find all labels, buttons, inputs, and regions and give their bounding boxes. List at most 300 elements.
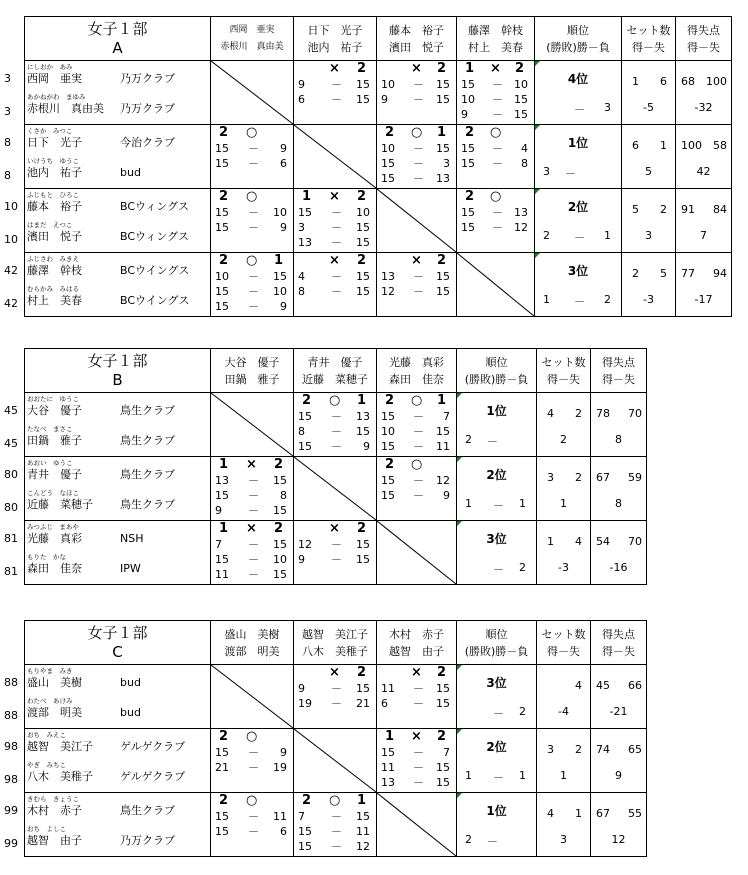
match-result (377, 254, 456, 268)
pair-row (25, 729, 647, 793)
summary-header-sublabel: 得－失 (547, 644, 580, 658)
summary-header (537, 621, 591, 665)
match-sets-won: 1 (219, 521, 229, 536)
player-furigana: もりた かな (27, 553, 66, 561)
game-score-line (294, 840, 376, 854)
game-score-dash: － (248, 504, 259, 517)
player-name: 渡部 明美 (27, 706, 82, 719)
match-cell (377, 521, 457, 585)
cell-corner-marker (457, 393, 462, 398)
losses-count: 2 (604, 293, 611, 306)
opponent-header (211, 349, 294, 393)
losses-count: 1 (604, 229, 611, 242)
opponent-header (377, 349, 457, 393)
sets-won: 1 (632, 75, 639, 88)
game-score-line (377, 440, 456, 454)
sets-cell (537, 393, 591, 457)
game-score-dash: － (331, 221, 342, 234)
game-score-line (377, 142, 456, 156)
game-score-own: 8 (298, 425, 305, 438)
match-result-mark: × (329, 253, 340, 268)
game-score-dash: － (331, 206, 342, 219)
game-score-line (294, 206, 376, 220)
rank-value: 2位 (486, 468, 507, 482)
pair-cell (25, 457, 211, 521)
game-score-own: 15 (298, 840, 312, 853)
game-score-line (211, 810, 293, 824)
game-score-own: 15 (381, 489, 395, 502)
game-score-line (377, 776, 456, 790)
opponent-player-1: 藤本 裕子 (389, 23, 444, 37)
game-score-own: 15 (215, 206, 229, 219)
match-result (294, 666, 376, 680)
points-for: 100 (681, 139, 702, 152)
game-score-opp: 6 (280, 825, 287, 838)
player-club: IPW (120, 562, 141, 575)
seed-number: 42 (4, 297, 18, 310)
game-score-line (211, 300, 293, 314)
match-sets-lost: 1 (357, 793, 367, 808)
game-score-line (294, 270, 376, 284)
game-score-own: 15 (461, 221, 475, 234)
opponent-player-2: 田鍋 雅子 (224, 372, 280, 386)
match-result (211, 458, 293, 472)
game-score-opp: 15 (356, 425, 370, 438)
game-score-dash: － (331, 697, 342, 710)
match-cell (211, 253, 294, 317)
game-score-opp: 4 (521, 142, 528, 155)
seed-number: 45 (4, 437, 18, 450)
player-name: 光藤 真彩 (27, 532, 82, 545)
opponent-player-1: 日下 光子 (307, 23, 363, 37)
player-furigana: こんどう なほこ (27, 489, 79, 497)
game-score-line (211, 761, 293, 775)
player-furigana: くさか みつこ (27, 127, 73, 135)
game-score-opp: 3 (443, 157, 450, 170)
game-score-dash: － (248, 553, 259, 566)
game-score-own: 15 (381, 474, 395, 487)
match-cell (211, 393, 294, 457)
seed-number: 80 (4, 501, 18, 514)
player-name: 池内 祐子 (27, 166, 82, 179)
opponent-player-1: 盛山 美樹 (224, 627, 280, 641)
game-score-own: 15 (461, 142, 475, 155)
match-result-mark: × (490, 61, 501, 76)
rank-cell (457, 729, 537, 793)
summary-header-label: 得失点 (602, 355, 635, 369)
game-score-dash: － (492, 142, 503, 155)
player-name: 濱田 悦子 (27, 230, 82, 243)
game-score-opp: 12 (356, 840, 370, 853)
opponent-header (377, 621, 457, 665)
opponent-header (294, 621, 377, 665)
sets-lost: 4 (575, 535, 582, 548)
points-against: 59 (628, 471, 642, 484)
points-cell (676, 125, 732, 189)
match-result (211, 522, 293, 536)
game-score-own: 9 (298, 78, 305, 91)
game-score-line (211, 157, 293, 171)
match-sets-lost: 2 (437, 253, 447, 268)
game-score-own: 15 (461, 78, 475, 91)
summary-header (457, 349, 537, 393)
sets-lost: 1 (575, 807, 582, 820)
self-match-diagonal (377, 189, 456, 252)
cell-corner-marker (457, 665, 462, 670)
rank-value: 1位 (567, 136, 589, 150)
match-result-mark: × (411, 61, 422, 76)
player-furigana: おち みえこ (27, 731, 66, 739)
match-result-mark: × (329, 61, 340, 76)
points-for: 67 (596, 471, 610, 484)
match-cell (294, 125, 377, 189)
summary-header (676, 17, 732, 61)
group-title: 女子１部 (87, 623, 148, 642)
match-cell (457, 253, 535, 317)
points-for: 45 (596, 679, 610, 692)
game-score-dash: － (413, 746, 424, 759)
game-score-dash: － (492, 93, 503, 106)
match-sets-lost: 2 (437, 61, 447, 76)
summary-header-sublabel: 得－失 (632, 40, 665, 54)
summary-header-sublabel: (勝敗)勝－負 (464, 644, 529, 658)
match-result (457, 190, 534, 204)
game-score-own: 15 (215, 157, 229, 170)
points-cell (591, 521, 647, 585)
game-score-opp: 15 (356, 93, 370, 106)
cell-corner-marker (535, 125, 540, 130)
points-cell (676, 189, 732, 253)
match-result (211, 126, 293, 140)
game-score-own: 10 (381, 425, 395, 438)
game-score-line (457, 206, 534, 220)
match-cell (377, 189, 457, 253)
game-score-dash: － (248, 489, 259, 502)
points-against: 100 (706, 75, 727, 88)
set-difference: -5 (643, 101, 654, 114)
diagonal-line (211, 665, 293, 728)
game-score-opp: 15 (436, 776, 450, 789)
match-cell (211, 125, 294, 189)
game-score-dash: － (413, 270, 424, 283)
opponent-player-1: 光藤 真彩 (389, 355, 444, 369)
game-score-own: 15 (381, 746, 395, 759)
match-cell (294, 61, 377, 125)
player-furigana: たなべ まさこ (27, 425, 73, 433)
match-sets-lost: 2 (357, 189, 367, 204)
losses-count: 3 (604, 101, 611, 114)
game-score-dash: － (248, 761, 259, 774)
game-score-own: 9 (298, 682, 305, 695)
points-cell (591, 729, 647, 793)
diagonal-line (294, 457, 376, 520)
seed-number: 98 (4, 740, 18, 753)
diagonal-line (211, 393, 293, 456)
match-sets-lost: 2 (274, 521, 284, 536)
points-for: 54 (596, 535, 610, 548)
player-club: 今治クラブ (120, 136, 175, 149)
opponent-player-1: 藤澤 幹枝 (468, 23, 523, 37)
player-name: 藤澤 幹枝 (27, 264, 82, 277)
self-match-diagonal (294, 125, 376, 188)
game-score-line (211, 776, 293, 790)
losses-count: 1 (519, 769, 526, 782)
rank-cell (457, 793, 537, 857)
set-difference: 3 (560, 833, 567, 846)
summary-header-label: 順位 (485, 355, 508, 369)
match-result (377, 730, 456, 744)
wins-count: 1 (465, 769, 472, 782)
wl-separator: － (487, 835, 498, 848)
game-score-opp: 15 (436, 425, 450, 438)
sets-cell (537, 729, 591, 793)
pair-row (25, 665, 647, 729)
point-difference: 9 (615, 769, 622, 782)
game-score-own: 6 (298, 93, 305, 106)
game-score-dash: － (331, 538, 342, 551)
opponent-header (211, 621, 294, 665)
game-score-own: 15 (215, 746, 229, 759)
sets-cell (537, 793, 591, 857)
rank-value: 4位 (567, 72, 589, 86)
game-score-line (377, 697, 456, 711)
game-score-line (211, 825, 293, 839)
game-score-line (211, 221, 293, 235)
game-score-dash: － (331, 410, 342, 423)
match-result-mark: ○ (490, 189, 502, 204)
match-cell (377, 665, 457, 729)
game-score-dash: － (413, 761, 424, 774)
game-score-dash: － (492, 78, 503, 91)
match-cell (211, 729, 294, 793)
match-result-mark: × (329, 189, 340, 204)
opponent-player-1: 大谷 優子 (224, 355, 280, 369)
points-cell (591, 393, 647, 457)
game-score-line (294, 697, 376, 711)
game-score-line (457, 221, 534, 235)
seed-number: 10 (4, 233, 18, 246)
match-sets-won: 2 (465, 125, 475, 140)
summary-header-label: セット数 (541, 355, 586, 369)
player-furigana: やぎ みちこ (27, 761, 66, 769)
game-score-own: 15 (215, 300, 229, 313)
game-score-opp: 15 (273, 474, 287, 487)
points-against: 66 (628, 679, 642, 692)
game-score-opp: 15 (356, 270, 370, 283)
summary-header (537, 349, 591, 393)
game-score-line (377, 270, 456, 284)
rank-cell (457, 521, 537, 585)
game-score-opp: 9 (443, 489, 450, 502)
game-score-line (377, 285, 456, 299)
game-score-line (211, 504, 293, 518)
game-score-opp: 15 (273, 270, 287, 283)
game-score-own: 15 (215, 142, 229, 155)
group-title: 女子１部 (87, 351, 148, 370)
game-score-opp: 12 (436, 474, 450, 487)
opponent-player-2: 赤根川 真由美 (220, 41, 284, 52)
game-score-line (377, 474, 456, 488)
player-name: 森田 佳奈 (27, 562, 82, 575)
player-club: 鳥生クラブ (120, 468, 175, 481)
match-result (211, 190, 293, 204)
match-result-mark: ○ (490, 125, 502, 140)
player-club: BCウィングス (120, 200, 190, 213)
game-score-opp: 11 (436, 440, 450, 453)
game-score-own: 15 (298, 410, 312, 423)
pair-row (25, 253, 732, 317)
summary-header-label: 得失点 (602, 627, 635, 641)
seed-number: 81 (4, 565, 18, 578)
group-letter: B (112, 370, 123, 389)
game-score-own: 15 (381, 172, 395, 185)
points-against: 70 (628, 407, 642, 420)
match-result (377, 666, 456, 680)
game-score-line (211, 270, 293, 284)
game-score-opp: 11 (356, 825, 370, 838)
player-club: 乃万クラブ (120, 72, 175, 85)
sets-lost: 6 (660, 75, 667, 88)
wl-separator: － (493, 499, 504, 512)
game-score-dash: － (248, 221, 259, 234)
cell-corner-marker (535, 189, 540, 194)
game-score-line (457, 108, 534, 122)
game-score-line (211, 285, 293, 299)
match-cell (457, 61, 535, 125)
diagonal-line (377, 521, 456, 584)
game-score-opp: 15 (436, 761, 450, 774)
game-score-opp: 15 (436, 697, 450, 710)
set-difference: 3 (645, 229, 652, 242)
game-score-dash: － (248, 825, 259, 838)
game-score-dash: － (331, 440, 342, 453)
game-score-dash: － (413, 697, 424, 710)
opponent-player-2: 近藤 菜穂子 (302, 372, 368, 386)
game-score-dash: － (331, 825, 342, 838)
points-for: 78 (596, 407, 610, 420)
match-sets-won: 2 (385, 393, 395, 408)
rank-cell (535, 125, 622, 189)
match-result (294, 190, 376, 204)
game-score-own: 15 (298, 206, 312, 219)
match-cell (211, 521, 294, 585)
match-result-mark: ○ (411, 125, 423, 140)
set-difference: -4 (558, 705, 569, 718)
game-score-opp: 13 (514, 206, 528, 219)
game-score-line (294, 285, 376, 299)
rank-value: 1位 (486, 804, 507, 818)
game-score-own: 15 (298, 825, 312, 838)
game-score-line (377, 300, 456, 314)
game-score-own: 11 (381, 682, 395, 695)
game-score-own: 7 (215, 538, 222, 551)
game-score-line (377, 761, 456, 775)
game-score-dash: － (413, 285, 424, 298)
set-difference: -3 (558, 561, 569, 574)
game-score-opp: 10 (514, 78, 528, 91)
game-score-line (211, 489, 293, 503)
point-difference: -16 (609, 561, 628, 574)
pair-row (25, 189, 732, 253)
player-club: BCウィングス (120, 230, 190, 243)
rank-value: 3位 (567, 264, 589, 278)
wl-separator: － (493, 707, 504, 720)
sets-won: 5 (632, 203, 639, 216)
game-score-line (294, 712, 376, 726)
player-name: 村上 美春 (27, 294, 82, 307)
pair-cell (25, 189, 211, 253)
sets-won: 4 (547, 407, 554, 420)
game-score-own: 3 (298, 221, 305, 234)
opponent-header (457, 17, 535, 61)
game-score-opp: 9 (280, 142, 287, 155)
seed-number: 42 (4, 264, 18, 277)
game-score-dash: － (413, 776, 424, 789)
match-cell (211, 793, 294, 857)
points-cell (591, 665, 647, 729)
seed-number: 98 (4, 773, 18, 786)
game-score-own: 15 (298, 440, 312, 453)
summary-header (535, 17, 622, 61)
game-score-dash: － (248, 568, 259, 581)
player-name: 越智 美江子 (27, 740, 93, 753)
game-score-opp: 15 (356, 538, 370, 551)
player-name: 日下 光子 (27, 136, 82, 149)
game-score-line (211, 474, 293, 488)
game-score-opp: 11 (273, 810, 287, 823)
self-match-diagonal (377, 793, 456, 856)
set-difference: 5 (645, 165, 652, 178)
point-difference: -32 (694, 101, 713, 114)
game-score-line (377, 172, 456, 186)
game-score-own: 13 (381, 270, 395, 283)
player-furigana: わたべ あけみ (27, 697, 73, 705)
game-score-line (211, 746, 293, 760)
player-club: bud (120, 706, 141, 719)
game-score-own: 15 (215, 810, 229, 823)
match-sets-won: 2 (219, 189, 229, 204)
opponent-player-2: 越智 由子 (389, 644, 444, 658)
game-score-dash: － (413, 157, 424, 170)
game-score-own: 9 (298, 553, 305, 566)
game-score-line (294, 440, 376, 454)
seed-number: 88 (4, 709, 18, 722)
game-score-own: 7 (298, 810, 305, 823)
match-result-mark: × (411, 729, 422, 744)
match-cell (377, 125, 457, 189)
match-sets-lost: 2 (515, 61, 525, 76)
sets-cell (622, 61, 676, 125)
wl-separator: － (574, 231, 585, 244)
player-club: bud (120, 166, 141, 179)
match-cell (294, 457, 377, 521)
points-cell (676, 253, 732, 317)
player-club: BCウイングス (120, 264, 190, 277)
game-score-dash: － (248, 142, 259, 155)
pair-row (25, 457, 647, 521)
match-sets-won: 1 (465, 61, 475, 76)
summary-header-label: 得失点 (687, 23, 720, 37)
sets-cell (537, 521, 591, 585)
game-score-opp: 9 (280, 300, 287, 313)
game-score-own: 9 (381, 93, 388, 106)
player-name: 藤本 裕子 (27, 200, 82, 213)
game-score-own: 10 (215, 270, 229, 283)
opponent-player-2: 渡部 明美 (224, 644, 280, 658)
game-score-own: 6 (381, 697, 388, 710)
game-score-dash: － (248, 270, 259, 283)
seed-number: 45 (4, 404, 18, 417)
